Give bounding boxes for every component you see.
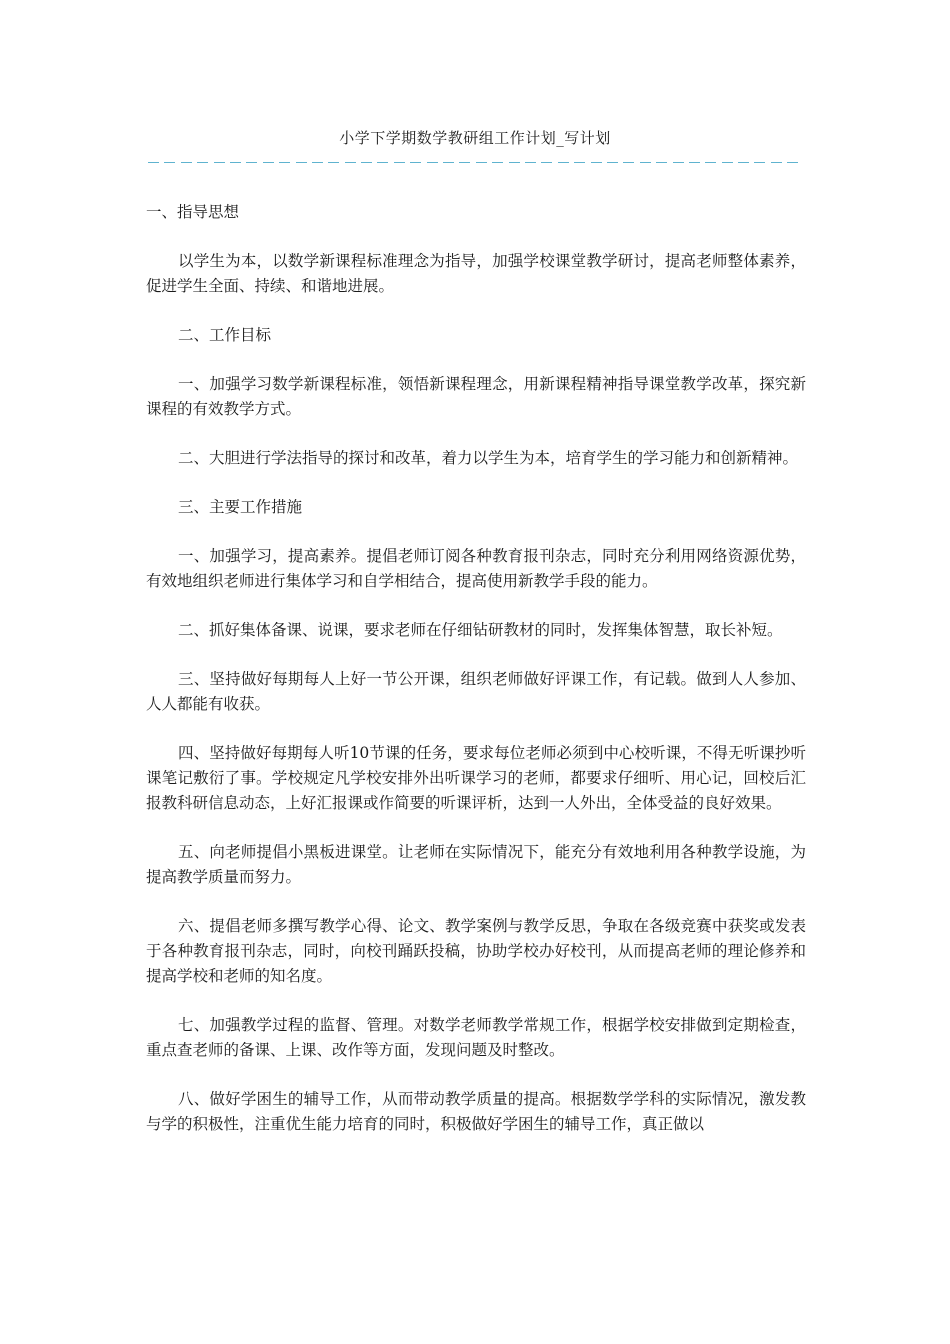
divider-dash — [328, 162, 339, 163]
body-paragraph: 八、做好学困生的辅导工作，从而带动教学质量的提高。根据数学学科的实际情况，激发教与学的积极性，注重优生能力培育的同时，积极做好学困生的辅导工作，真正做以 — [146, 1090, 806, 1133]
document-body — [146, 200, 806, 1161]
divider-dash — [476, 162, 487, 163]
divider-dash — [246, 162, 257, 163]
divider-dash — [459, 162, 470, 163]
divider-dash — [591, 162, 602, 163]
divider-dash — [738, 162, 749, 163]
divider-dash — [148, 162, 159, 163]
divider-dash — [673, 162, 684, 163]
divider-dash — [296, 162, 307, 163]
body-paragraph: 二、抓好集体备课、说课，要求老师在仔细钻研教材的同时，发挥集体智慧，取长补短。 — [178, 621, 783, 639]
divider-dash — [263, 162, 274, 163]
divider-dash — [640, 162, 651, 163]
divider-dash — [607, 162, 618, 163]
page-title: 小学下学期数学教研组工作计划_写计划 — [339, 129, 611, 147]
divider-dash — [164, 162, 175, 163]
section-heading: 一、指导思想 — [146, 203, 240, 221]
body-paragraph: 二、工作目标 — [178, 326, 272, 344]
body-paragraph: 六、提倡老师多撰写教学心得、论文、教学案例与教学反思，争取在各级竞赛中获奖或发表于各种教育报刊杂志，同时，向校刊踊跃投稿，协助学校办好校刊，从而提高老师的理论修养和提高学校和老师的知名度。 — [146, 917, 806, 985]
divider-dash — [705, 162, 716, 163]
divider-dash — [377, 162, 388, 163]
divider-dash — [230, 162, 241, 163]
divider-dash — [361, 162, 372, 163]
body-paragraph: 七、加强教学过程的监督、管理。对数学老师教学常规工作，根据学校安排做到定期检查，重点查老师的备课、上课、改作等方面，发现问题及时整改。 — [146, 1016, 806, 1059]
body-paragraph: 三、主要工作措施 — [178, 498, 303, 516]
body-paragraph: 二、大胆进行学法指导的探讨和改革，着力以学生为本，培育学生的学习能力和创新精神。 — [178, 449, 799, 467]
divider-dash — [427, 162, 438, 163]
divider-dash — [689, 162, 700, 163]
divider-dash — [181, 162, 192, 163]
divider-dash — [558, 162, 569, 163]
divider-dash — [345, 162, 356, 163]
body-paragraph: 以学生为本，以数学新课程标准理念为指导，加强学校课堂教学研讨，提高老师整体素养，促进学生全面、持续、和谐地进展。 — [146, 252, 806, 295]
divider-dash — [787, 162, 798, 163]
body-paragraph: 一、加强学习，提高素养。提倡老师订阅各种教育报刊杂志，同时充分利用网络资源优势，有效地组织老师进行集体学习和自学相结合，提高使用新教学手段的能力。 — [146, 547, 806, 590]
body-paragraph: 五、向老师提倡小黑板进课堂。让老师在实际情况下，能充分有效地利用各种教学设施，为提高教学质量而努力。 — [146, 843, 806, 886]
body-paragraph: 四、坚持做好每期每人听10节课的任务，要求每位老师必须到中心校听课，不得无听课抄听课笔记敷衍了事。学校规定凡学校安排外出听课学习的老师，都要求仔细听、用心记，回校后汇报教科研信息动态，上好汇报课或作简要的听课评析，达到一人外出，全体受益的良好效果。 — [146, 744, 806, 812]
divider-dash — [656, 162, 667, 163]
title-divider — [148, 152, 800, 166]
divider-dash — [410, 162, 421, 163]
divider-dash — [279, 162, 290, 163]
divider-dash — [443, 162, 454, 163]
body-paragraph: 一、加强学习数学新课程标准，领悟新课程理念，用新课程精神指导课堂教学改革，探究新课程的有效教学方式。 — [146, 375, 806, 418]
divider-dash — [509, 162, 520, 163]
divider-dash — [492, 162, 503, 163]
divider-dash — [541, 162, 552, 163]
divider-dash — [623, 162, 634, 163]
divider-dash — [312, 162, 323, 163]
divider-dash — [214, 162, 225, 163]
divider-dash — [771, 162, 782, 163]
body-paragraph: 三、坚持做好每期每人上好一节公开课，组织老师做好评课工作，有记载。做到人人参加、人人都能有收获。 — [146, 670, 806, 713]
divider-dash — [754, 162, 765, 163]
divider-dash — [722, 162, 733, 163]
divider-dash — [394, 162, 405, 163]
divider-dash — [525, 162, 536, 163]
divider-dash — [197, 162, 208, 163]
divider-dash — [574, 162, 585, 163]
